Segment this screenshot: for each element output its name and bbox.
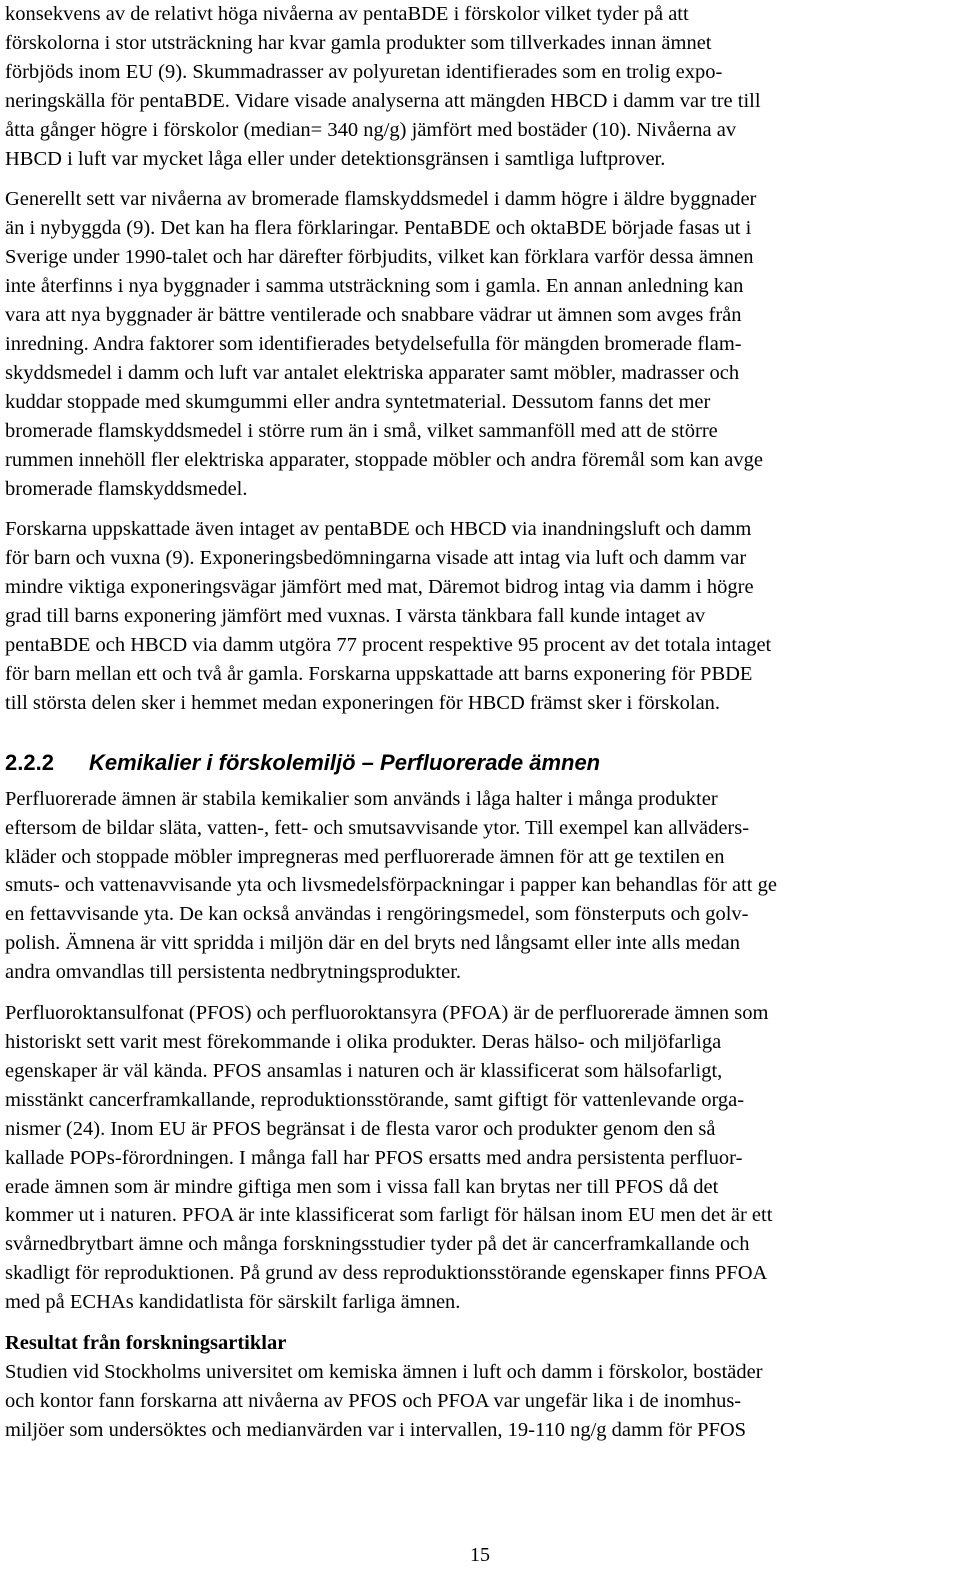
paragraph-perfluorinated-intro: Perfluorerade ämnen är stabila kemikalier som används i låga halter i många produkter eftersom de bildar släta, vatten-, fett- och smutsavvisande ytor. Till exempel kan allväders- kläder och stoppade möbler impregneras med perfluorerade ämnen för att ge textilen en smuts- och vattenavvisande yta och livsmedelsförpackningar i papper kan behandlas för att ge en fettavvisande yta. De kan också användas i rengöringsmedel, som fönsterputs och golv- polish. Ämnena är vitt spridda i miljön där en del bryts ned långsamt eller inte alls medan andra omvandlas till persistenta nedbrytningsprodukter. (5, 787, 777, 984)
section-number: 2.2.2 (5, 749, 54, 775)
section-title-part2: Perfluorerade ämnen (380, 749, 601, 775)
page-number: 15 (470, 1544, 490, 1566)
paragraph-building-age: Generellt sett var nivåerna av bromerade flamskyddsmedel i damm högre i äldre byggnader än i nybyggda (9). Det kan ha flera förklaringar. PentaBDE och oktaBDE började fasas ut i Sverige under 1990-talet och har därefter förbjudits, vilket kan förklara varför dessa ämnen inte återfinns i nya byggnader i samma utsträckning som i gamla. En annan anledning kan vara att nya byggnader är bättre ventilerade och snabbare vädrar ut ämnen som avges från inredning. Andra faktorer som identifierades betydelsefulla för mängden bromerade flam- skyddsmedel i damm och luft var antalet elektriska apparater samt möbler, madrasser och kuddar stoppade med skumgummi eller andra syntetmaterial. Dessutom fanns det mer bromerade flamskyddsmedel i större rum än i små, vilket sammanföll med att de större rummen innehöll fler elektriska apparater, stoppade möbler och andra föremål som kan avge bromerade flamskyddsmedel. (5, 188, 763, 500)
section-title-part1: Kemikalier i förskolemiljö (89, 749, 356, 775)
document-page (5, 0, 955, 1445)
paragraph-research-results: Studien vid Stockholms universitet om kemiska ämnen i luft och damm i förskolor, bostäder och kontor fann forskarna att nivåerna av PFOS och PFOA var ungefär lika i de inomhus- miljöer som undersöktes och medianvärden var i intervallen, 19-110 ng/g damm för PFOS (5, 1360, 763, 1441)
section-title-dash: – (361, 749, 374, 775)
paragraph-pfos-pfoa: Perfluoroktansulfonat (PFOS) och perfluoroktansyra (PFOA) är de perfluorerade ämnen som historiskt sett varit mest förekommande i olika produkter. Deras hälso- och miljöfarliga egenskaper är väl kända. PFOS ansamlas i naturen och är klassificerat som hälsofarligt, misstänkt cancerframkallande, reproduktionsstörande, samt giftigt för vattenlevande orga- nismer (24). Inom EU är PFOS begränsat i de flesta varor och produkter genom den så kallade POPs-förordningen. I många fall har PFOS ersatts med andra persistenta perfluor- erade ämnen som är mindre giftiga men som i vissa fall kan brytas ner till PFOS då det kommer ut i naturen. PFOA är inte klassificerat som farligt för hälsan inom EU men det är ett svårnedbrytbart ämne och många forskningsstudier tyder på det är cancerframkallande och skadligt för reproduktionen. På grund av dess reproduktionsstörande egenskaper finns PFOA med på ECHAs kandidatlista för särskilt farliga ämnen. (5, 1002, 773, 1314)
subsection-heading: Resultat från forskningsartiklar (5, 1332, 287, 1355)
paragraph-exposure-intake: Forskarna uppskattade även intaget av pentaBDE och HBCD via inandningsluft och damm för barn och vuxna (9). Exponeringsbedömningarna visade att intag via luft och damm var mindre viktiga exponeringsvägar jämfört med mat, Däremot bidrog intag via damm i högre grad till barns exponering jämfört med vuxnas. I värsta tänkbara fall kunde intaget av pentaBDE och HBCD via damm utgöra 77 procent respektive 95 procent av det totala intaget för barn mellan ett och två år gamla. Forskarna uppskattade att barns exponering för PBDE till största delen sker i hemmet medan exponeringen för HBCD främst sker i förskolan. (5, 518, 772, 714)
section-title (89, 749, 600, 777)
section-heading (5, 749, 955, 777)
paragraph-pentabde-hbcd: konsekvens av de relativt höga nivåerna av pentaBDE i förskolor vilket tyder på att förskolorna i stor utsträckning har kvar gamla produkter som tillverkades innan ämnet förbjöds inom EU (9). Skummadrasser av polyuretan identifierades som en trolig expo- neringskälla för pentaBDE. Vidare visade analyserna att mängden HBCD i damm var tre till åtta gånger högre i förskolor (median= 340 ng/g) jämfört med bostäder (10). Nivåerna av HBCD i luft var mycket låga eller under detektionsgränsen i samtliga luftprover. (5, 3, 761, 170)
